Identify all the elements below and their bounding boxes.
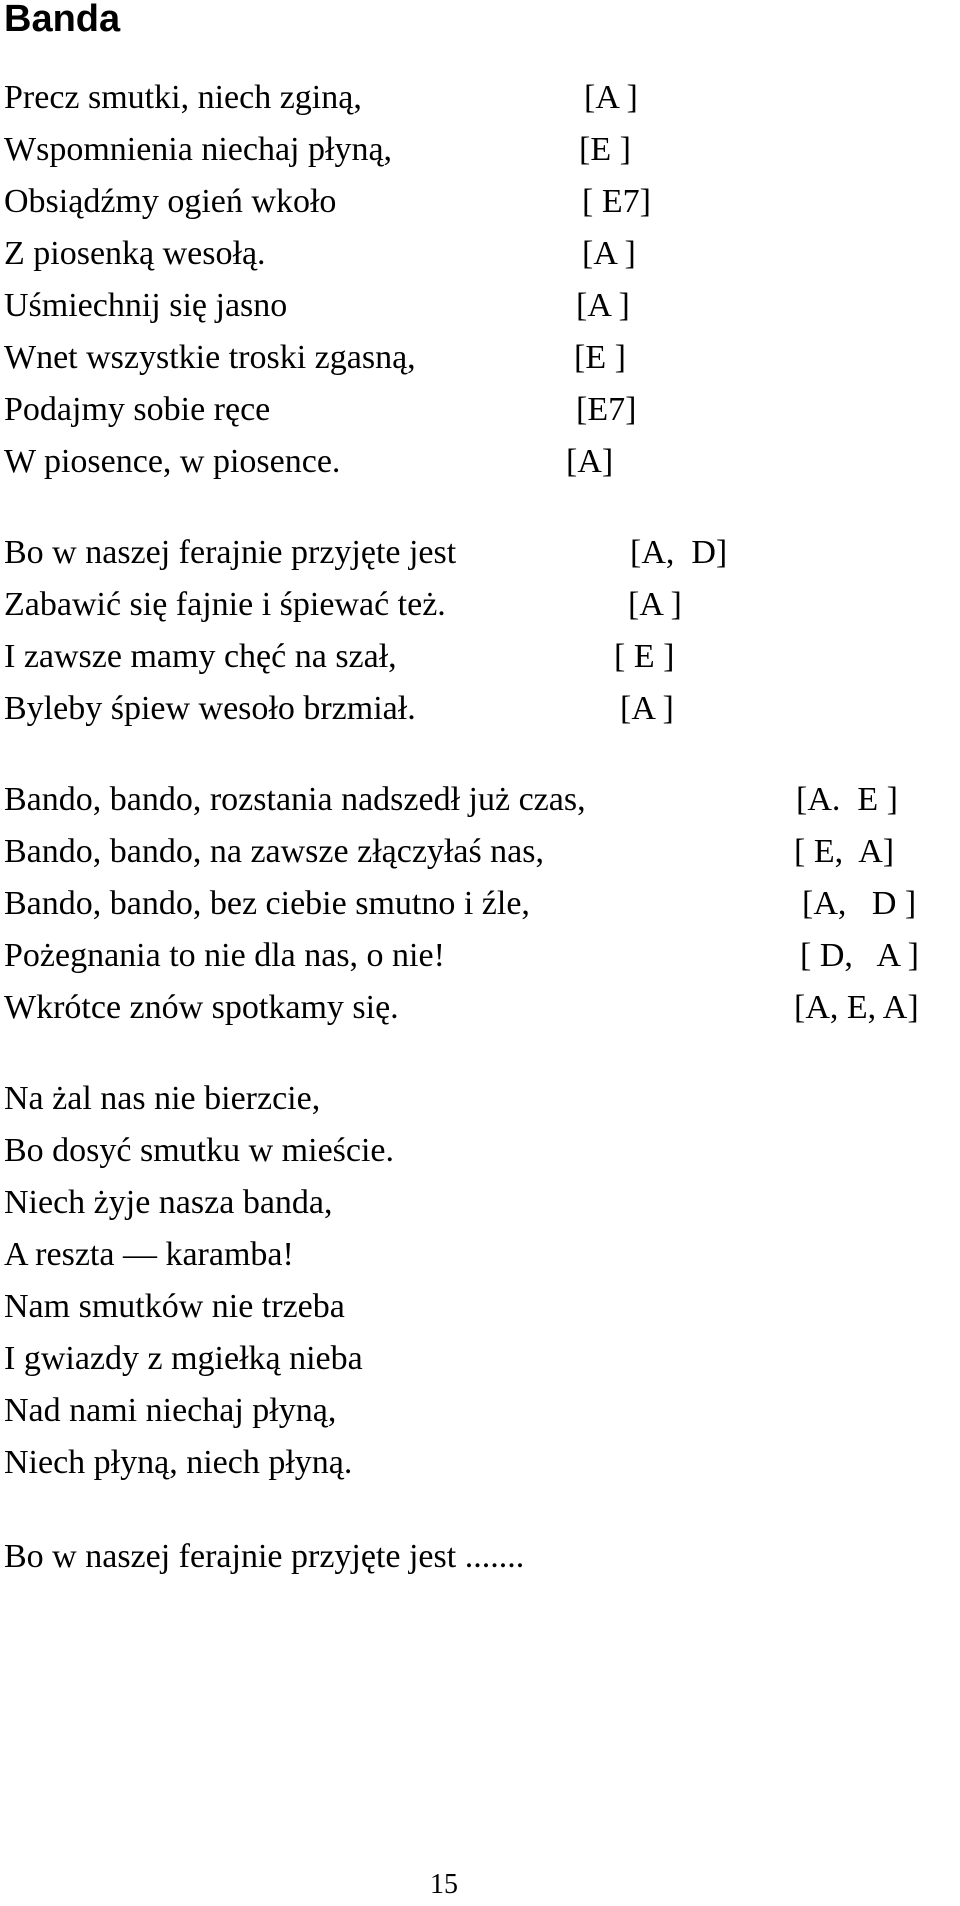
lyric-line xyxy=(4,1391,336,1431)
chord-label: [ E ] xyxy=(614,638,675,675)
lyric-text: Uśmiechnij się jasno xyxy=(4,287,288,324)
lyric-line xyxy=(4,637,675,677)
chord-label: [A ] xyxy=(620,690,674,727)
lyric-line xyxy=(4,1131,394,1171)
chord-label: [A ] xyxy=(582,235,636,272)
lyric-line xyxy=(4,832,895,872)
lyric-text: I zawsze mamy chęć na szał, xyxy=(4,638,397,675)
lyric-text: Zabawić się fajnie i śpiewać też. xyxy=(4,586,446,623)
chord-label: [A, D] xyxy=(630,534,728,571)
lyric-line xyxy=(4,1339,363,1379)
lyric-line xyxy=(4,689,674,729)
lyric-text: Bo dosyć smutku w mieście. xyxy=(4,1132,395,1169)
lyric-line xyxy=(4,585,682,625)
chord-label: [A] xyxy=(566,443,614,480)
lyric-text: Bo w naszej ferajnie przyjęte jest ....... xyxy=(4,1538,525,1575)
lyric-text: Nad nami niechaj płyną, xyxy=(4,1392,337,1429)
lyric-line xyxy=(4,1537,524,1577)
lyric-line xyxy=(4,780,898,820)
lyric-text: Niech żyje nasza banda, xyxy=(4,1184,333,1221)
lyric-line xyxy=(4,78,638,118)
lyric-line xyxy=(4,390,637,430)
lyric-line xyxy=(4,338,626,378)
lyric-text: Bo w naszej ferajnie przyjęte jest xyxy=(4,534,457,571)
lyric-text: Byleby śpiew wesoło brzmiał. xyxy=(4,690,416,727)
lyric-text: Na żal nas nie bierzcie, xyxy=(4,1080,321,1117)
page-number: 15 xyxy=(430,1869,458,1900)
chord-label: [A, E, A] xyxy=(794,989,919,1026)
lyric-line xyxy=(4,1443,352,1483)
lyric-line xyxy=(4,1183,333,1223)
lyric-text: I gwiazdy z mgiełką nieba xyxy=(4,1340,363,1377)
lyric-text: Wnet wszystkie troski zgasną, xyxy=(4,339,416,376)
lyric-text: Pożegnania to nie dla nas, o nie! xyxy=(4,937,445,974)
chord-label: [E ] xyxy=(574,339,626,376)
lyric-line xyxy=(4,234,636,274)
lyric-text: Niech płyną, niech płyną. xyxy=(4,1444,353,1481)
lyric-line xyxy=(4,1079,320,1119)
lyric-line xyxy=(4,884,917,924)
chord-label: [E7] xyxy=(576,391,637,428)
song-title: Banda xyxy=(4,0,121,40)
lyric-line xyxy=(4,130,631,170)
lyric-text: Nam smutków nie trzeba xyxy=(4,1288,345,1325)
chord-label: [ D, A ] xyxy=(800,937,919,974)
chord-label: [A, D ] xyxy=(802,885,917,922)
lyric-line xyxy=(4,182,651,222)
chord-label: [A ] xyxy=(584,79,638,116)
lyric-text: W piosence, w piosence. xyxy=(4,443,341,480)
lyric-text: Wkrótce znów spotkamy się. xyxy=(4,989,399,1026)
chord-label: [A ] xyxy=(628,586,682,623)
lyric-line xyxy=(4,988,919,1028)
lyric-text: Wspomnienia niechaj płyną, xyxy=(4,131,393,168)
lyric-text: A reszta — karamba! xyxy=(4,1236,294,1273)
lyric-text: Obsiądźmy ogień wkoło xyxy=(4,183,337,220)
chord-label: [ E7] xyxy=(582,183,651,220)
chord-label: [E ] xyxy=(579,131,631,168)
lyric-text: Bando, bando, bez ciebie smutno i źle, xyxy=(4,885,530,922)
lyric-text: Z piosenką wesołą. xyxy=(4,235,266,272)
lyric-line xyxy=(4,286,630,326)
lyric-line xyxy=(4,533,728,573)
chord-label: [A. E ] xyxy=(796,781,898,818)
chord-label: [A ] xyxy=(576,287,630,324)
lyric-text: Podajmy sobie ręce xyxy=(4,391,271,428)
lyric-line xyxy=(4,442,614,482)
chord-label: [ E, A] xyxy=(794,833,895,870)
lyric-line xyxy=(4,936,919,976)
lyric-line xyxy=(4,1287,345,1327)
lyric-text: Precz smutki, niech zginą, xyxy=(4,79,362,116)
lyric-line xyxy=(4,1235,294,1275)
lyric-text: Bando, bando, na zawsze złączyłaś nas, xyxy=(4,833,544,870)
lyric-text: Bando, bando, rozstania nadszedł już czas, xyxy=(4,781,586,818)
